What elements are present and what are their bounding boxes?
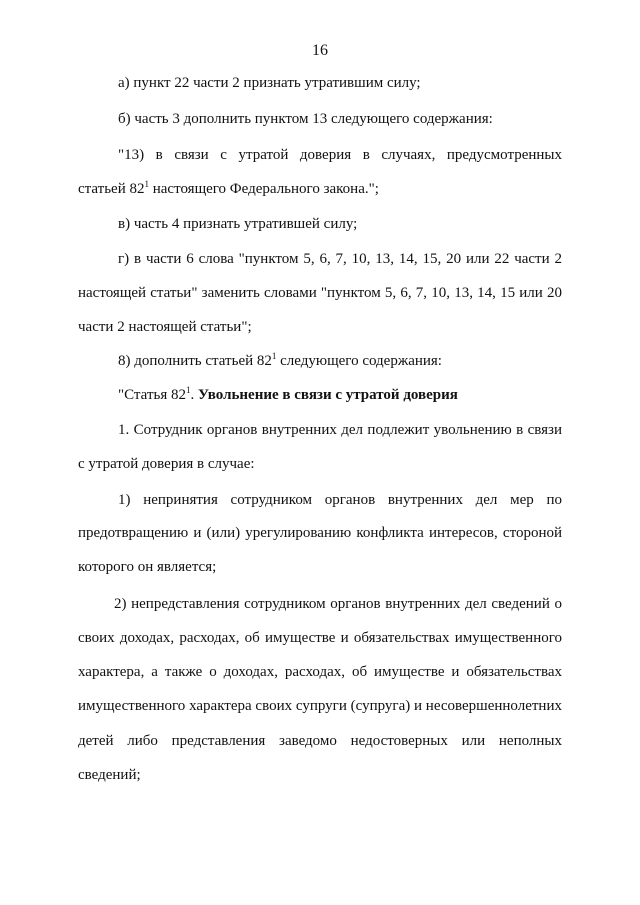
item-2-line-3: характера, а также о доходах, расходах, об имуществе и обязательствах bbox=[78, 664, 562, 680]
page-number: 16 bbox=[312, 42, 328, 59]
paragraph-g-line-3: части 2 настоящей статьи"; bbox=[78, 319, 252, 335]
article-number: "Статья 82 bbox=[118, 387, 186, 403]
item-1-line-3: которого он является; bbox=[78, 559, 217, 575]
item-2-line-6: сведений; bbox=[78, 767, 141, 783]
paragraph-8 bbox=[118, 352, 562, 370]
quote-13-line-1: "13) в связи с утратой доверия в случаях, предусмотренных bbox=[118, 147, 562, 163]
paragraph-8-text-b: следующего содержания: bbox=[276, 353, 442, 369]
quote-13-text-a: статьей 82 bbox=[78, 181, 145, 197]
superscript: 1 bbox=[185, 385, 191, 395]
superscript: 1 bbox=[144, 179, 149, 189]
article-heading bbox=[118, 386, 562, 404]
quote-13-text-b: настоящего Федерального закона."; bbox=[149, 181, 379, 197]
item-2-line-4: имущественного характера своих супруги (супруга) и несовершеннолетних bbox=[78, 698, 562, 714]
paragraph-b: б) часть 3 дополнить пунктом 13 следующего содержания: bbox=[118, 111, 493, 127]
paragraph-g-line-1: г) в части 6 слова "пунктом 5, 6, 7, 10, 13, 14, 15, 20 или 22 части 2 bbox=[118, 251, 562, 267]
paragraph-a: а) пункт 22 части 2 признать утратившим силу; bbox=[118, 75, 421, 91]
article-title: Увольнение в связи с утратой доверия bbox=[197, 387, 458, 403]
paragraph-v: в) часть 4 признать утратившей силу; bbox=[118, 216, 358, 232]
superscript: 1 bbox=[271, 351, 277, 361]
item-1-line-2: предотвращению и (или) урегулированию конфликта интересов, стороной bbox=[78, 525, 562, 541]
item-2-line-5: детей либо представления заведомо недостоверных или неполных bbox=[78, 733, 562, 749]
paragraph-8-text-a: 8) дополнить статьей 82 bbox=[118, 353, 272, 369]
article-dot: . bbox=[190, 387, 198, 403]
clause-1-line-2: с утратой доверия в случае: bbox=[78, 456, 255, 472]
item-2-line-2: своих доходах, расходах, об имуществе и обязательствах имущественного bbox=[78, 630, 562, 646]
clause-1-line-1: 1. Сотрудник органов внутренних дел подлежит увольнению в связи bbox=[118, 422, 562, 438]
item-2-line-1: 2) непредставления сотрудником органов внутренних дел сведений о bbox=[114, 596, 562, 612]
paragraph-g-line-2: настоящей статьи" заменить словами "пунктом 5, 6, 7, 10, 13, 14, 15 или 20 bbox=[78, 285, 562, 301]
item-1-line-1: 1) непринятия сотрудником органов внутренних дел мер по bbox=[118, 492, 562, 508]
quote-13-line-2 bbox=[78, 180, 562, 198]
